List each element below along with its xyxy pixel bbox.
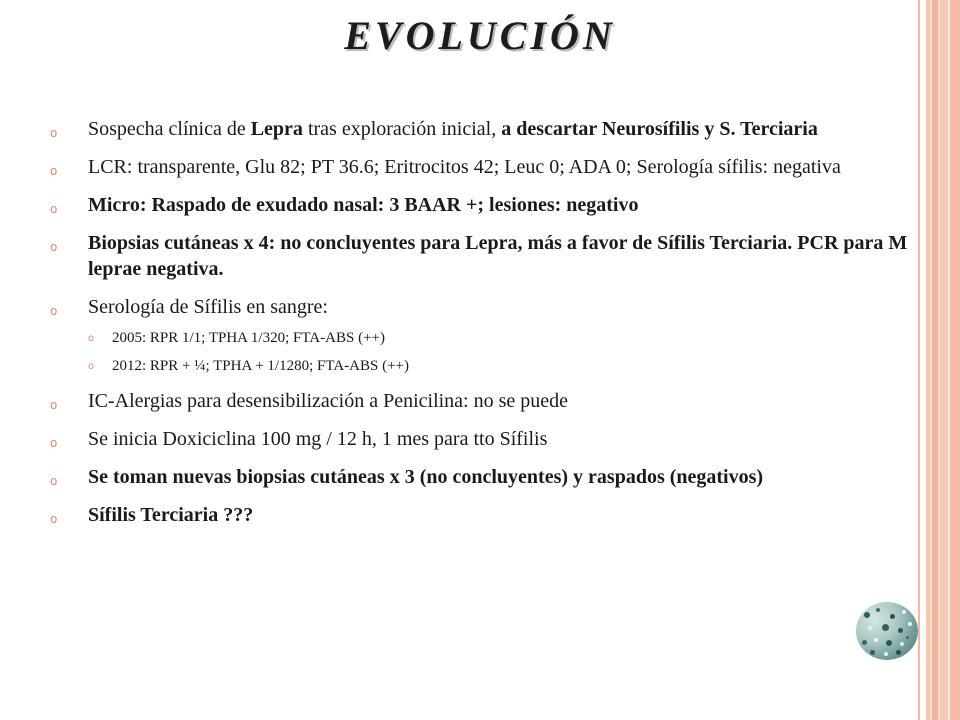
sub-bullet-item [88,356,916,376]
sub-bullet-text: 2005: RPR 1/1; TPHA 1/320; FTA-ABS (++) [112,330,385,346]
bullet-item [50,502,916,528]
cell-speckle [882,624,889,631]
cell-speckle [896,650,901,655]
bullet-text: Sífilis Terciaria ??? [88,504,254,526]
cell-speckle [864,612,870,618]
bullet-list [50,116,916,540]
bullet-text: tras exploración inicial, [302,118,502,140]
bullet-text: Se toman nuevas biopsias cutáneas x 3 (no concluyentes) y raspados (negativos) [88,466,764,488]
cell-speckle [874,638,878,642]
bullet-item [50,154,916,180]
cell-speckle [868,626,872,630]
cell-speckle [890,614,895,619]
bullet-marker: o [88,333,95,344]
bullet-item [50,388,916,414]
bullet-marker: o [50,436,58,450]
cell-speckle [876,608,880,612]
bullet-text: LCR: transparente, Glu 82; PT 36.6; Eritrocitos 42; Leuc 0; ADA 0; Serología sífilis: negativa [88,156,841,178]
cell-speckle [908,622,912,626]
bullet-text: Micro: Raspado de exudado nasal: 3 BAAR +; lesiones: negativo [88,194,639,216]
cell-speckle [902,610,906,614]
cell-speckle [898,628,903,633]
bullet-text: Sospecha clínica de [88,118,251,140]
decorative-side-band [926,0,960,720]
bullet-marker: o [50,126,58,140]
bullet-marker: o [50,164,58,178]
cell-speckle [884,652,888,656]
bullet-marker: o [88,361,95,372]
bullet-marker: o [50,240,58,254]
bullet-text: Biopsias cutáneas x 4: no concluyentes para Lepra, más a favor de Sífilis Terciaria. PCR para M leprae negativa. [88,232,908,280]
sub-bullet-text: 2012: RPR + ¼; TPHA + 1/1280; FTA-ABS (++) [112,358,409,374]
bullet-marker: o [50,398,58,412]
sub-bullet-list [50,328,916,376]
bullet-text: IC-Alergias para desensibilización a Penicilina: no se puede [88,390,569,412]
cell-speckle [900,642,904,646]
bullet-item [50,192,916,218]
cell-speckle [862,640,867,645]
frame-line [918,0,920,720]
bullet-text: Lepra [250,118,303,140]
bullet-marker: o [50,474,58,488]
bullet-text: Se inicia Doxiciclina 100 mg / 12 h, 1 mes para tto Sífilis [88,428,548,450]
bullet-text: Serología de Sífilis en sangre: [88,296,328,318]
cell-speckle [886,640,892,646]
cell-speckle [870,650,875,655]
slide-title: EVOLUCIÓN [344,13,616,58]
sub-bullet-item [88,328,916,348]
microscopy-thumbnail [856,602,918,660]
bullet-item [50,426,916,452]
cell-speckle [906,636,909,639]
bullet-item [50,294,916,320]
bullet-marker: o [50,202,58,216]
bullet-item [50,116,916,142]
bullet-marker: o [50,304,58,318]
bullet-item [50,464,916,490]
bullet-text: a descartar Neurosífilis y S. Terciaria [501,118,818,140]
bullet-item [50,230,916,282]
bullet-marker: o [50,512,58,526]
